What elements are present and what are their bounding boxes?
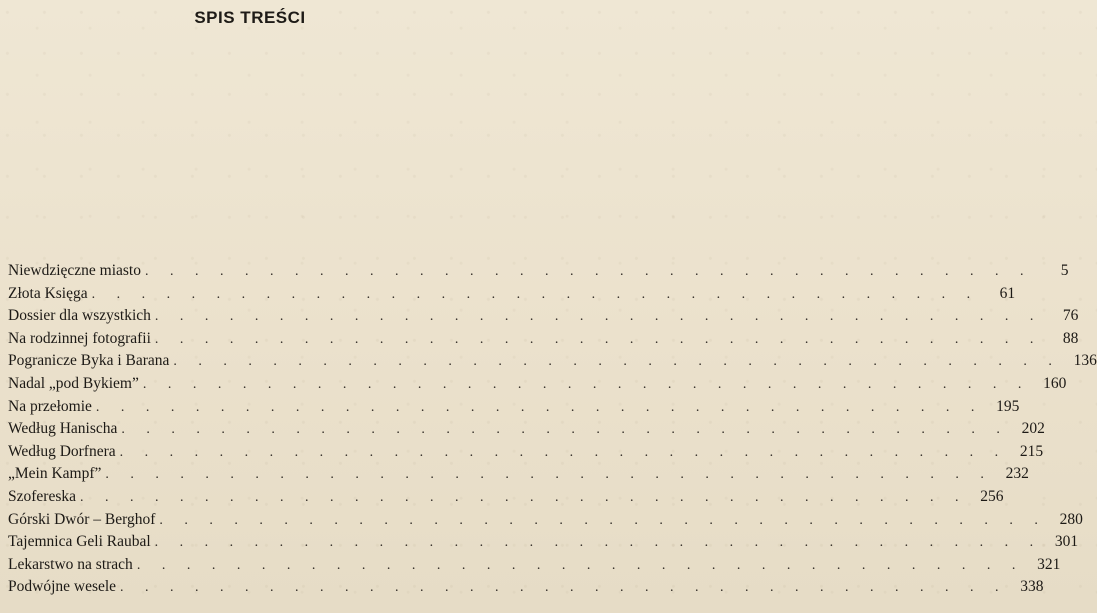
dot-leader: . . . . . . . . . . . . . . . . . . . . . . . . . . . . . . . . . . . .	[142, 376, 1031, 392]
toc-entry-page-number: 160	[1043, 374, 1067, 392]
toc-entry	[8, 305, 1079, 328]
toc-entry-page-number: 61	[999, 284, 1016, 302]
toc-entry-title: Na rodzinnej fotografii	[8, 329, 151, 347]
dot-leader: . . . . . . . . . . . . . . . . . . . . . . . . . . . . . . . . . . . .	[173, 354, 1061, 370]
dot-leader: . . . . . . . . . . . . . . . . . . . . . . . . . . . . . . . . . . . .	[121, 422, 1009, 438]
dot-leader: . . . . . . . . . . . . . . . . . . . . . . . . . . . . . . . . . . . .	[95, 399, 984, 415]
dot-leader: . . . . . . . . . . . . . . . . . . . . . . . . . . . . . . . . . . . .	[80, 489, 968, 505]
toc-entry	[8, 418, 1045, 441]
toc-entry-title: Nadal „pod Bykiem”	[8, 374, 139, 392]
toc-entry	[8, 509, 1083, 532]
toc-entry-title: Podwójne wesele	[8, 578, 117, 596]
toc-entry	[8, 463, 1029, 486]
toc-entry-page-number: 321	[1037, 555, 1061, 573]
toc-entry-page-number: 5	[1060, 262, 1069, 279]
table-of-contents	[8, 260, 1097, 599]
toc-entry	[8, 554, 1061, 577]
toc-entry-title: Lekarstwo na strach	[8, 555, 133, 573]
toc-entry-title: Szofereska	[8, 487, 76, 505]
toc-entry-page-number: 232	[1005, 465, 1029, 483]
toc-entry-page-number: 76	[1062, 307, 1079, 325]
toc-entry	[8, 350, 1097, 373]
toc-entry-page-number: 256	[980, 487, 1004, 505]
toc-entry-title: Według Hanischa	[8, 420, 118, 438]
toc-entry-title: Tajemnica Geli Raubal	[8, 533, 151, 551]
toc-entry	[8, 328, 1079, 351]
toc-entry-title: „Mein Kampf”	[8, 465, 102, 483]
toc-entry	[8, 441, 1044, 464]
toc-entry-page-number: 202	[1021, 420, 1045, 438]
toc-entry	[8, 486, 1004, 509]
toc-entry-page-number: 136	[1073, 352, 1097, 370]
toc-entry	[8, 576, 1044, 599]
toc-entry-page-number: 338	[1020, 578, 1044, 596]
dot-leader: . . . . . . . . . . . . . . . . . . . . . . . . . . . . . . . . . . . .	[154, 535, 1043, 551]
toc-entry-title: Złota Księga	[8, 284, 88, 302]
dot-leader: . . . . . . . . . . . . . . . . . . . . . . . . . . . . . . . . . . . .	[136, 557, 1025, 573]
toc-entry-title: Pogranicze Byka i Barana	[8, 352, 170, 370]
toc-entry-page-number: 88	[1062, 329, 1079, 347]
toc-entry-title: Na przełomie	[8, 397, 92, 415]
dot-leader: . . . . . . . . . . . . . . . . . . . . . . . . . . . . . . . . . . . .	[144, 264, 1033, 279]
toc-entry	[8, 531, 1079, 554]
toc-entry-page-number: 195	[996, 397, 1020, 415]
dot-leader: . . . . . . . . . . . . . . . . . . . . . . . . . . . . . . . . . . . .	[105, 467, 993, 483]
dot-leader: . . . . . . . . . . . . . . . . . . . . . . . . . . . . . . . . . . . .	[120, 580, 1008, 596]
toc-entry-title: Dossier dla wszystkich	[8, 307, 151, 325]
dot-leader: . . . . . . . . . . . . . . . . . . . . . . . . . . . . . . . . . . . .	[119, 444, 1008, 460]
toc-entry	[8, 373, 1067, 396]
toc-entry-page-number: 280	[1059, 510, 1083, 528]
dot-leader: . . . . . . . . . . . . . . . . . . . . . . . . . . . . . . . . . . . .	[91, 286, 980, 302]
dot-leader: . . . . . . . . . . . . . . . . . . . . . . . . . . . . . . . . . . . .	[154, 331, 1043, 347]
toc-entry	[8, 283, 1016, 306]
toc-entry	[8, 396, 1020, 419]
page-title: SPIS TREŚCI	[194, 8, 306, 27]
dot-leader: . . . . . . . . . . . . . . . . . . . . . . . . . . . . . . . . . . . .	[154, 309, 1043, 325]
toc-entry-page-number: 215	[1019, 442, 1044, 460]
toc-entry-title: Niewdzięczne miasto	[8, 262, 141, 279]
dot-leader: . . . . . . . . . . . . . . . . . . . . . . . . . . . . . . . . . . . .	[159, 512, 1047, 528]
toc-entry-title: Według Dorfnera	[8, 442, 116, 460]
toc-entry-title: Górski Dwór – Berghof	[8, 510, 156, 528]
toc-entry	[8, 260, 1069, 283]
toc-entry-page-number: 301	[1054, 533, 1079, 551]
